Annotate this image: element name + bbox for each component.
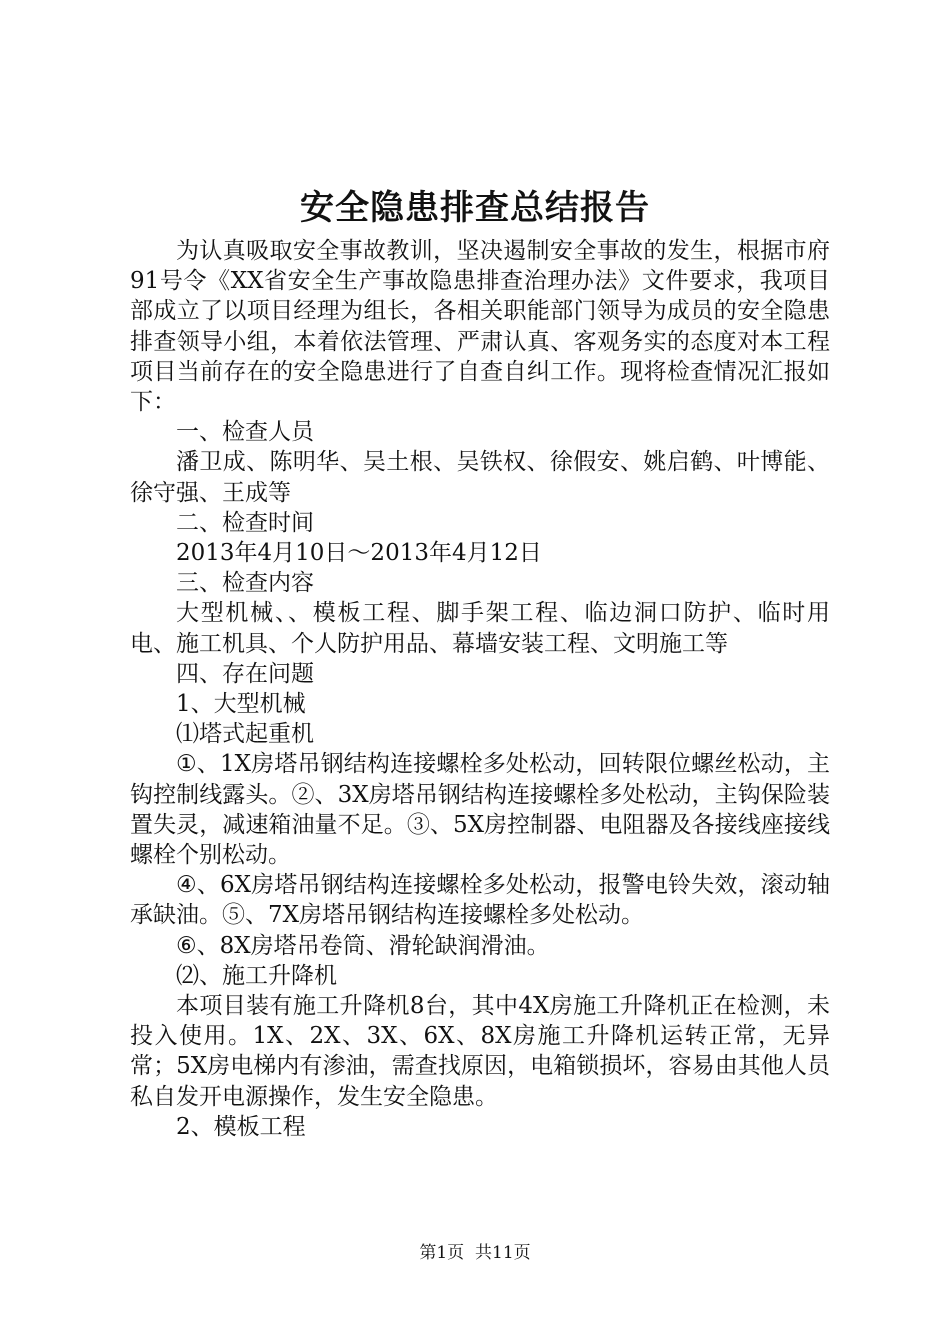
document-body (130, 236, 830, 1142)
paragraph-content: 大型机械、、模板工程、脚手架工程、临边洞口防护、临时用电、施工机具、个人防护用品、幕墙安装工程、文明施工等 (130, 600, 830, 657)
paragraph-tower-crane-3: ⑥、8X房塔吊卷筒、滑轮缺润滑油。 (176, 932, 550, 959)
document-title: 安全隐患排查总结报告 (300, 188, 650, 228)
subheading-tower-crane: ⑴塔式起重机 (176, 721, 314, 748)
paragraph-tower-crane-2: ④、6X房塔吊钢结构连接螺栓多处松动，报警电铃失效，滚动轴承缺油。⑤、7X房塔吊钢结构连接螺栓多处松动。 (130, 872, 830, 929)
section-heading-content: 三、检查内容 (176, 570, 314, 597)
paragraph-inspectors: 潘卫成、陈明华、吴土根、吴铁权、徐假安、姚启鹤、叶博能、徐守强、王成等 (130, 449, 830, 506)
section-heading-inspectors: 一、检查人员 (176, 419, 314, 446)
paragraph-construction-elevator: 本项目装有施工升降机8台，其中4X房施工升降机正在检测，未投入使用。1X、2X、3X、6X、8X房施工升降机运转正常，无异常；5X房电梯内有渗油，需查找原因，电箱锁损坏，容易由其他人员私自发开电源操作，发生安全隐患。 (130, 993, 830, 1110)
page-total: 共11页 (475, 1243, 531, 1263)
subheading-large-machinery: 1、大型机械 (176, 691, 306, 718)
page-footer (0, 1241, 950, 1265)
paragraph-intro: 为认真吸取安全事故教训，坚决遏制安全事故的发生，根据市府91号令《XX省安全生产事故隐患排查治理办法》文件要求，我项目部成立了以项目经理为组长，各相关职能部门领导为成员的安全隐患排查领导小组，本着依法管理、严肃认真、客观务实的态度对本工程项目当前存在的安全隐患进行了自查自纠工作。现将检查情况汇报如下： (130, 238, 830, 416)
paragraph-tower-crane-1: ①、1X房塔吊钢结构连接螺栓多处松动，回转限位螺丝松动，主钩控制线露头。②、3X房塔吊钢结构连接螺栓多处松动，主钩保险装置失灵，减速箱油量不足。③、5X房控制器、电阻器及各接线座接线螺栓个别松动。 (130, 751, 830, 869)
paragraph-time: 2013年4月10日～2013年4月12日 (176, 540, 542, 567)
page-number: 第1页 (419, 1243, 465, 1263)
subheading-formwork: 2、模板工程 (176, 1113, 306, 1140)
section-heading-time: 二、检查时间 (176, 509, 314, 536)
section-heading-problems: 四、存在问题 (176, 660, 314, 687)
subheading-construction-elevator: ⑵、施工升降机 (176, 962, 337, 989)
